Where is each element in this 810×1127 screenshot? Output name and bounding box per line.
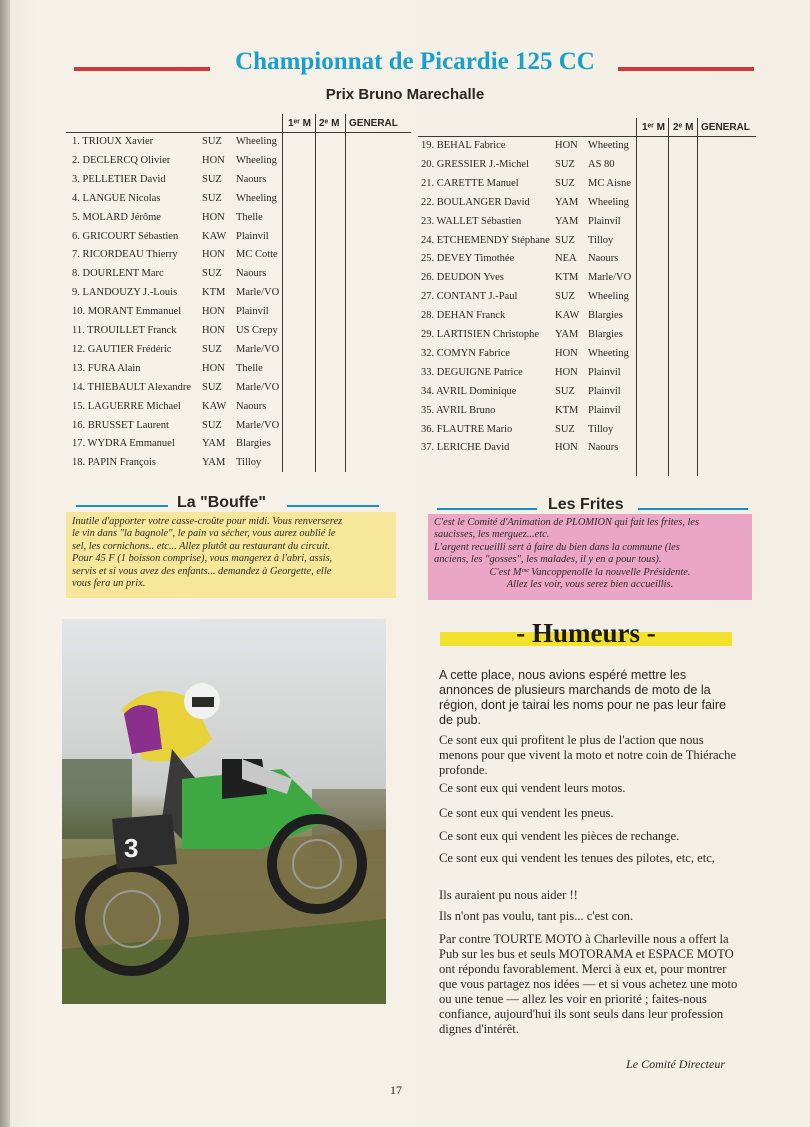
cell-make: SUZ: [555, 291, 575, 303]
table-row: [66, 266, 282, 282]
cell-make: SUZ: [555, 234, 575, 246]
cell-make: HON: [202, 306, 225, 318]
cell-name: 20. GRESSIER J.-Michel: [421, 158, 529, 170]
cell-make: KAW: [555, 310, 580, 322]
col-header-general: GENERAL: [349, 118, 398, 129]
cell-name: 5. MOLARD Jérôme: [72, 211, 161, 223]
cell-club: Wheeling: [588, 196, 629, 208]
table-row: [66, 436, 282, 452]
table-row: [418, 403, 634, 419]
cell-name: 11. TROUILLET Franck: [72, 325, 177, 336]
cell-make: SUZ: [202, 268, 222, 280]
col-header-1m: 1ᵉʳ M: [288, 118, 311, 129]
note-line: L'argent recueilli sert à faire du bien dans la commune (les: [434, 541, 680, 553]
note-line: sel, les cornichons.. etc... Allez plutôt au restaurant du circuit.: [72, 540, 331, 552]
note-line: saucisses, les merguez...etc.: [434, 529, 550, 541]
table-row: [66, 323, 282, 339]
cell-name: 14. THIEBAULT Alexandre: [72, 381, 192, 393]
cell-make: HON: [555, 442, 578, 454]
cell-club: Marle/VO: [236, 287, 280, 299]
cell-name: 28. DEHAN Franck: [421, 310, 506, 322]
cell-name: 26. DEUDON Yves: [421, 272, 504, 284]
humeurs-paragraph: Ce sont eux qui vendent les tenues des pilotes, etc, etc,: [439, 851, 715, 865]
cell-club: Wheeting: [588, 140, 629, 151]
humeurs-heading: - Humeurs -: [516, 618, 656, 648]
cell-make: YAM: [555, 196, 579, 208]
note-line: Pour 45 F (1 boisson comprise), vous mangerez à l'abri, assis,: [72, 553, 333, 565]
cell-club: Plainvil: [588, 215, 621, 227]
note-line: anciens, les "gosses", les malades, il y en a pour tous).: [434, 554, 662, 566]
note-line: le vin dans "la bagnole", le pain va sécher, vous aurez oublié le: [72, 528, 336, 540]
cell-name: 12. GAUTIER Frédéric: [72, 343, 172, 355]
results-table-right: [418, 116, 756, 476]
table-row: [66, 361, 282, 377]
table-row: [418, 251, 634, 267]
page-title: Championnat de Picardie 125 CC: [235, 48, 595, 75]
cell-club: AS 80: [588, 158, 615, 170]
cell-club: US Crepy: [236, 325, 278, 336]
cell-club: Plainvil: [588, 385, 621, 397]
header-rule: [418, 136, 756, 137]
cell-make: KAW: [202, 230, 227, 242]
table-row: [66, 455, 282, 471]
col-header-2m: 2ᵉ M: [319, 118, 340, 129]
cell-name: 37. LERICHE David: [421, 442, 510, 454]
table-row: [66, 191, 282, 207]
title-row: [70, 48, 760, 82]
cell-name: 19. BEHAL Fabrice: [421, 140, 506, 151]
table-row: [418, 270, 634, 286]
cell-club: Blargies: [588, 310, 623, 322]
cell-name: 7. RICORDEAU Thierry: [72, 249, 178, 261]
cell-name: 10. MORANT Emmanuel: [72, 306, 182, 318]
cell-club: Marle/VO: [236, 343, 280, 355]
table-row: [418, 384, 634, 400]
cell-club: Naours: [588, 253, 619, 265]
frites-heading: Les Frites: [548, 496, 624, 513]
cell-name: 33. DEGUIGNE Patrice: [421, 366, 523, 378]
table-row: [418, 176, 634, 192]
cell-make: SUZ: [202, 136, 222, 147]
column-divider: [282, 114, 283, 472]
cell-name: 36. FLAUTRE Mario: [421, 423, 513, 435]
table-row: [418, 289, 634, 305]
table-row: [66, 380, 282, 396]
header-rule: [66, 132, 411, 133]
table-row: [66, 342, 282, 358]
cell-club: Thelle: [236, 211, 263, 223]
cell-club: MC Cotte: [236, 249, 278, 261]
cell-club: Wheeling: [588, 291, 629, 303]
note-line: servis et si vous avez des enfants... demandez à Georgette, elle: [72, 565, 332, 577]
cell-make: SUZ: [555, 423, 575, 435]
cell-name: 3. PELLETIER David: [72, 173, 166, 185]
cell-club: MC Aisne: [588, 177, 631, 189]
cell-make: YAM: [555, 329, 579, 340]
page-subtitle: Prix Bruno Marechalle: [325, 86, 485, 103]
cell-make: SUZ: [555, 158, 575, 170]
table-row: [418, 440, 634, 456]
cell-club: Plainvil: [236, 306, 269, 318]
table-row: [66, 210, 282, 226]
cell-name: 8. DOURLENT Marc: [72, 268, 164, 280]
cell-club: Tilloy: [236, 457, 262, 469]
cell-club: Naours: [588, 442, 619, 454]
column-divider: [697, 118, 698, 476]
motocross-photo: [62, 619, 386, 1004]
col-header-1m: 1ᵉʳ M: [642, 122, 665, 133]
cell-club: Blargies: [236, 438, 271, 450]
cell-club: Thelle: [236, 362, 263, 374]
table-row: [418, 138, 634, 154]
table-row: [66, 172, 282, 188]
humeurs-paragraph: Par contre TOURTE MOTO à Charleville nous a offert la Pub sur les bus et seuls MOTORAMA et ESPACE MOTO ont répondu favorablement. Merci à eux et, pour montrer que vous partagez nos idées — et si vous achetez une moto ou une tenue — allez les voir en priorité ; faites-nous confiance, aujourd'hui ils sont seuls dans leur profession dignes d'intérêt.: [439, 932, 738, 1036]
bouffe-heading: La "Bouffe": [177, 494, 266, 511]
table-row: [418, 365, 634, 381]
humeurs-paragraph: Ce sont eux qui vendent les pièces de rechange.: [439, 829, 680, 843]
cell-make: NEA: [555, 253, 577, 265]
cell-name: 22. BOULANGER David: [421, 196, 530, 208]
table-row: [66, 304, 282, 320]
cell-make: YAM: [202, 457, 226, 469]
bouffe-box: [66, 512, 396, 598]
cell-club: Plainvil: [588, 366, 621, 378]
page-binding-edge: [0, 0, 10, 1127]
table-row: [418, 195, 634, 211]
cell-name: 9. LANDOUZY J.-Louis: [72, 287, 178, 299]
cell-name: 21. CARETTE Manuel: [421, 177, 519, 189]
humeurs-paragraph: Ce sont eux qui profitent le plus de l'action que nous menons pour que vivent la moto et notre coin de Thiérache profonde.: [439, 733, 737, 777]
cell-make: SUZ: [202, 192, 222, 204]
cell-club: Tilloy: [588, 423, 614, 435]
note-line: C'est le Comité d'Animation de PLOMION qui fait les frites, les: [434, 517, 700, 528]
cell-name: 27. CONTANT J.-Paul: [421, 291, 518, 303]
column-divider: [345, 114, 346, 472]
cell-make: SUZ: [555, 385, 575, 397]
cell-make: KTM: [555, 272, 579, 284]
cell-make: HON: [202, 325, 225, 336]
cell-name: 17. WYDRA Emmanuel: [72, 438, 175, 450]
cell-make: HON: [555, 140, 578, 151]
cell-club: Plainvil: [588, 404, 621, 416]
humeurs-paragraph: Ce sont eux qui vendent leurs motos.: [439, 781, 626, 795]
humeurs-paragraph: Ils auraient pu nous aider !!: [439, 888, 578, 902]
humeurs-paragraph: Ce sont eux qui vendent les pneus.: [439, 806, 614, 820]
cell-make: HON: [202, 211, 225, 223]
cell-name: 24. ETCHEMENDY Stéphane: [421, 234, 550, 246]
column-divider: [636, 118, 637, 476]
cell-club: Tilloy: [588, 234, 614, 246]
cell-club: Wheeling: [236, 136, 277, 147]
cell-name: 18. PAPIN François: [72, 457, 156, 469]
cell-club: Wheeling: [236, 192, 277, 204]
column-divider: [315, 114, 316, 472]
cell-club: Naours: [236, 173, 267, 185]
cell-name: 34. AVRIL Dominique: [421, 385, 517, 397]
cell-name: 2. DECLERCQ Olivier: [72, 154, 171, 166]
note-line: Inutile d'apporter votre casse-croûte pour midi. Vous renverserez: [72, 516, 343, 527]
note-line: Allez les voir, vous serez bien accueillis.: [506, 579, 674, 591]
cell-name: 6. GRICOURT Sébastien: [72, 230, 179, 242]
table-row: [418, 157, 634, 173]
table-row: [418, 327, 634, 343]
cell-make: HON: [555, 366, 578, 378]
col-header-2m: 2ᵉ M: [673, 122, 694, 133]
table-row: [418, 422, 634, 438]
humeurs-paragraph: Ils n'ont pas voulu, tant pis... c'est con.: [439, 909, 634, 923]
cell-make: KTM: [555, 404, 579, 416]
cell-club: Marle/VO: [236, 381, 280, 393]
cell-make: YAM: [555, 215, 579, 227]
cell-name: 4. LANGUE Nicolas: [72, 192, 161, 204]
cell-make: SUZ: [202, 419, 222, 431]
humeurs-paragraph: A cette place, nous avions espéré mettre les annonces de plusieurs marchands de moto de la région, dont je tairai les noms pour ne pas leur faire de pub.: [439, 668, 727, 727]
cell-make: HON: [202, 362, 225, 374]
cell-name: 25. DEVEY Timothée: [421, 253, 515, 265]
cell-club: Blargies: [588, 329, 623, 340]
cell-make: SUZ: [555, 177, 575, 189]
page-number: 17: [390, 1083, 402, 1097]
cell-club: Naours: [236, 268, 267, 280]
note-line: C'est Mᵐᵉ Vancoppenolle la nouvelle Présidente.: [489, 566, 691, 578]
section-rule: [287, 505, 379, 507]
cell-club: Naours: [236, 400, 267, 412]
table-row: [66, 229, 282, 245]
cell-make: SUZ: [202, 381, 222, 393]
cell-name: 15. LAGUERRE Michael: [72, 400, 181, 412]
frites-box: [428, 514, 752, 600]
cell-name: 32. COMYN Fabrice: [421, 347, 510, 359]
note-line: vous fera un prix.: [72, 578, 146, 590]
cell-make: KTM: [202, 287, 226, 299]
cell-name: 35. AVRIL Bruno: [421, 404, 496, 416]
table-row: [418, 346, 634, 362]
table-row: [418, 308, 634, 324]
title-rule-right: [618, 67, 754, 71]
cell-make: KAW: [202, 400, 227, 412]
table-row: [66, 153, 282, 169]
col-header-general: GENERAL: [701, 122, 750, 133]
cell-make: HON: [202, 249, 225, 261]
column-divider: [668, 118, 669, 476]
table-row: [418, 233, 634, 249]
cell-club: Plainvil: [236, 230, 269, 242]
cell-name: 16. BRUSSET Laurent: [72, 419, 169, 431]
table-row: [66, 418, 282, 434]
cell-make: SUZ: [202, 343, 222, 355]
cell-club: Wheeling: [236, 154, 277, 166]
title-rule-left: [74, 67, 210, 71]
section-rule: [638, 508, 748, 510]
svg-text:3: 3: [124, 833, 139, 863]
cell-club: Marle/VO: [236, 419, 280, 431]
cell-make: SUZ: [202, 173, 222, 185]
table-row: [66, 134, 282, 150]
table-row: [66, 247, 282, 263]
section-rule: [437, 508, 537, 510]
table-row: [66, 285, 282, 301]
cell-club: Marle/VO: [588, 272, 632, 284]
results-table-left: [66, 112, 411, 472]
cell-name: 29. LARTISIEN Christophe: [421, 329, 540, 340]
cell-make: YAM: [202, 438, 226, 450]
table-row: [418, 214, 634, 230]
cell-make: HON: [555, 347, 578, 359]
section-rule: [76, 505, 168, 507]
cell-name: 23. WALLET Sébastien: [421, 215, 522, 227]
cell-name: 1. TRIOUX Xavier: [72, 136, 154, 147]
cell-make: HON: [202, 154, 225, 166]
table-row: [66, 399, 282, 415]
cell-name: 13. FURA Alain: [72, 362, 141, 374]
signature: Le Comité Directeur: [626, 1057, 725, 1071]
cell-club: Wheeting: [588, 347, 629, 359]
